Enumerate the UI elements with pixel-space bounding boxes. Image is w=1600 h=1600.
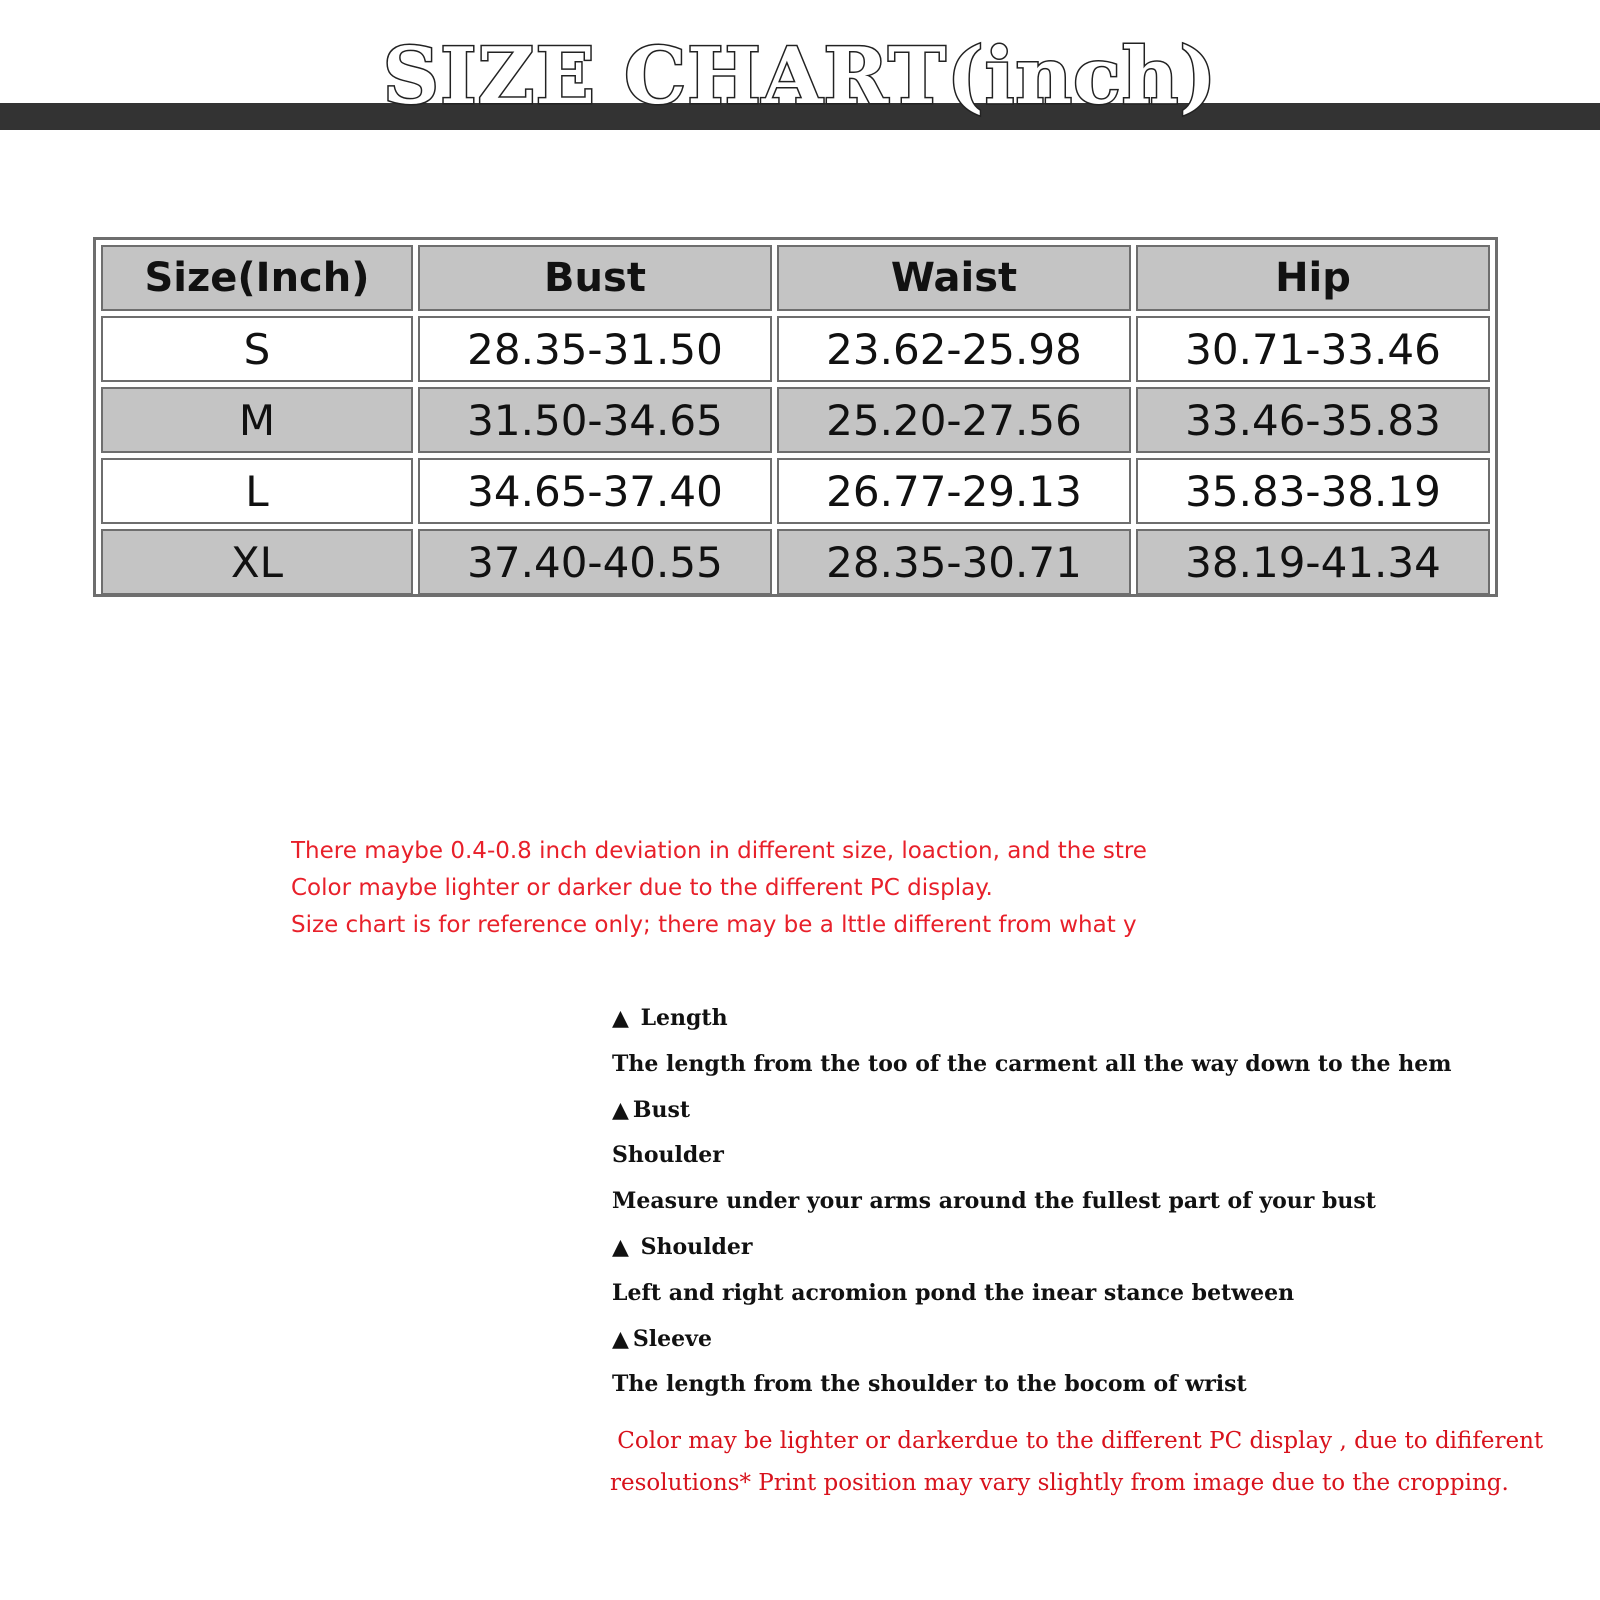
- table-row: [101, 458, 1490, 524]
- table-row: [101, 387, 1490, 453]
- hip-cell: 30.71-33.46: [1136, 316, 1490, 382]
- bust-cell: 37.40-40.55: [418, 529, 772, 595]
- guide-description: The length from the shoulder to the bocom of wrist: [612, 1371, 1247, 1398]
- table-header-row: [101, 245, 1490, 311]
- size-table-grid: [96, 240, 1495, 600]
- size-cell: S: [101, 316, 413, 382]
- hip-cell: 33.46-35.83: [1136, 387, 1490, 453]
- size-cell: XL: [101, 529, 413, 595]
- guide-heading-label: Shoulder: [632, 1233, 753, 1260]
- guide-description: Left and right acromion pond the inear stance between: [612, 1279, 1295, 1306]
- note-line: Color maybe lighter or darker due to the different PC display.: [291, 875, 993, 901]
- guide-description: Measure under your arms around the fullest part of your bust: [612, 1188, 1376, 1215]
- table-row: [101, 316, 1490, 382]
- color-disclaimer: [610, 1420, 1570, 1504]
- guide-heading-label: Length: [632, 1005, 728, 1031]
- column-header-waist: Waist: [777, 245, 1131, 311]
- guide-heading-sleeve: [612, 1321, 1572, 1367]
- waist-cell: 28.35-30.71: [777, 529, 1131, 595]
- measurement-guide: [612, 1000, 1572, 1412]
- size-cell: M: [101, 387, 413, 453]
- guide-heading-length: [612, 1000, 1572, 1046]
- hip-cell: 38.19-41.34: [1136, 529, 1490, 595]
- size-cell: L: [101, 458, 413, 524]
- triangle-up-icon: ▲: [612, 1325, 629, 1352]
- size-table: [93, 237, 1498, 597]
- waist-cell: 25.20-27.56: [777, 387, 1131, 453]
- guide-heading-label: Sleeve: [632, 1325, 712, 1352]
- guide-description: Shoulder: [612, 1142, 724, 1169]
- deviation-notes: [291, 833, 1147, 943]
- guide-heading-label: Bust: [632, 1096, 691, 1123]
- triangle-up-icon: ▲: [612, 1005, 629, 1031]
- guide-description: The length from the too of the carment all the way down to the hem: [612, 1050, 1452, 1077]
- bust-cell: 31.50-34.65: [418, 387, 772, 453]
- waist-cell: 26.77-29.13: [777, 458, 1131, 524]
- waist-cell: 23.62-25.98: [777, 316, 1131, 382]
- bust-cell: 28.35-31.50: [418, 316, 772, 382]
- guide-heading-shoulder: [612, 1229, 1572, 1275]
- page-title: SIZE CHART(inch): [382, 31, 1218, 122]
- disclaimer-line: Color may be lighter or darkerdue to the different PC display , due to dififerent: [610, 1428, 1544, 1454]
- bust-cell: 34.65-37.40: [418, 458, 772, 524]
- triangle-up-icon: ▲: [612, 1233, 629, 1260]
- hip-cell: 35.83-38.19: [1136, 458, 1490, 524]
- column-header-hip: Hip: [1136, 245, 1490, 311]
- column-header-size: Size(Inch): [101, 245, 413, 311]
- guide-heading-bust: [612, 1092, 1572, 1138]
- disclaimer-line: resolutions* Print position may vary slightly from image due to the cropping.: [610, 1470, 1509, 1496]
- triangle-up-icon: ▲: [612, 1096, 629, 1123]
- note-line: There maybe 0.4-0.8 inch deviation in different size, loaction, and the stre: [291, 838, 1147, 864]
- table-row: [101, 529, 1490, 595]
- note-line: Size chart is for reference only; there may be a lttle different from what y: [291, 912, 1137, 938]
- column-header-bust: Bust: [418, 245, 772, 311]
